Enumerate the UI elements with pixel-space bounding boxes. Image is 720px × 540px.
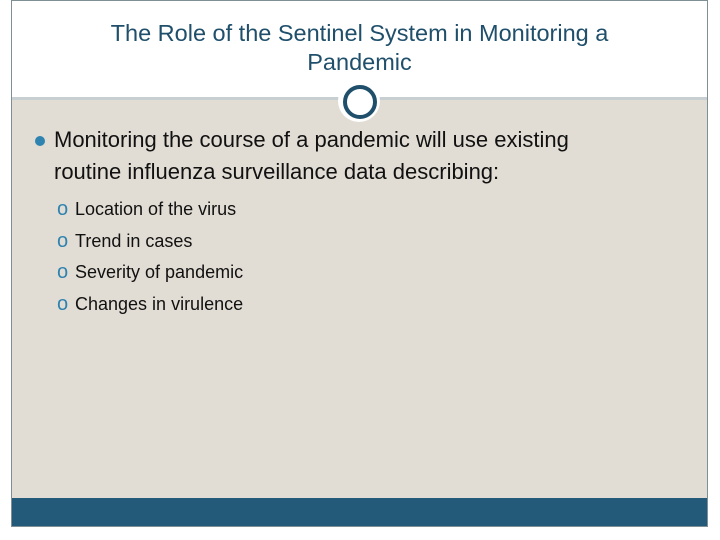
sub-bullet-list bbox=[57, 196, 357, 322]
sub-bullet-text: Trend in cases bbox=[75, 230, 193, 251]
sub-bullet-item bbox=[57, 228, 357, 260]
sub-bullet-text: Changes in virulence bbox=[75, 293, 244, 314]
sub-bullet-item bbox=[57, 196, 357, 228]
main-bullet-text bbox=[54, 124, 694, 188]
slide-title-line-1: The Role of the Sentinel System in Monitoring a bbox=[110, 20, 609, 46]
sub-bullet-item bbox=[57, 291, 357, 323]
sub-bullet-item bbox=[57, 259, 357, 291]
hollow-bullet-icon: o bbox=[57, 198, 69, 220]
slide-title bbox=[12, 19, 707, 77]
hollow-bullet-icon: o bbox=[57, 229, 69, 252]
main-bullet-line-1: Monitoring the course of a pandemic will use existing bbox=[54, 127, 569, 152]
main-bullet-line-2: routine influenza surveillance data describing: bbox=[54, 159, 500, 184]
hollow-bullet-icon: o bbox=[57, 292, 69, 315]
main-bullet bbox=[35, 124, 695, 188]
sub-bullet-text: Location of the virus bbox=[75, 199, 237, 219]
sub-bullet-text: Severity of pandemic bbox=[75, 262, 244, 282]
footer-bar bbox=[12, 498, 707, 526]
hollow-bullet-icon: o bbox=[57, 261, 69, 283]
slide-title-line-2: Pandemic bbox=[307, 49, 412, 75]
bullet-dot-icon bbox=[35, 136, 45, 146]
circle-ring-icon bbox=[343, 85, 377, 119]
